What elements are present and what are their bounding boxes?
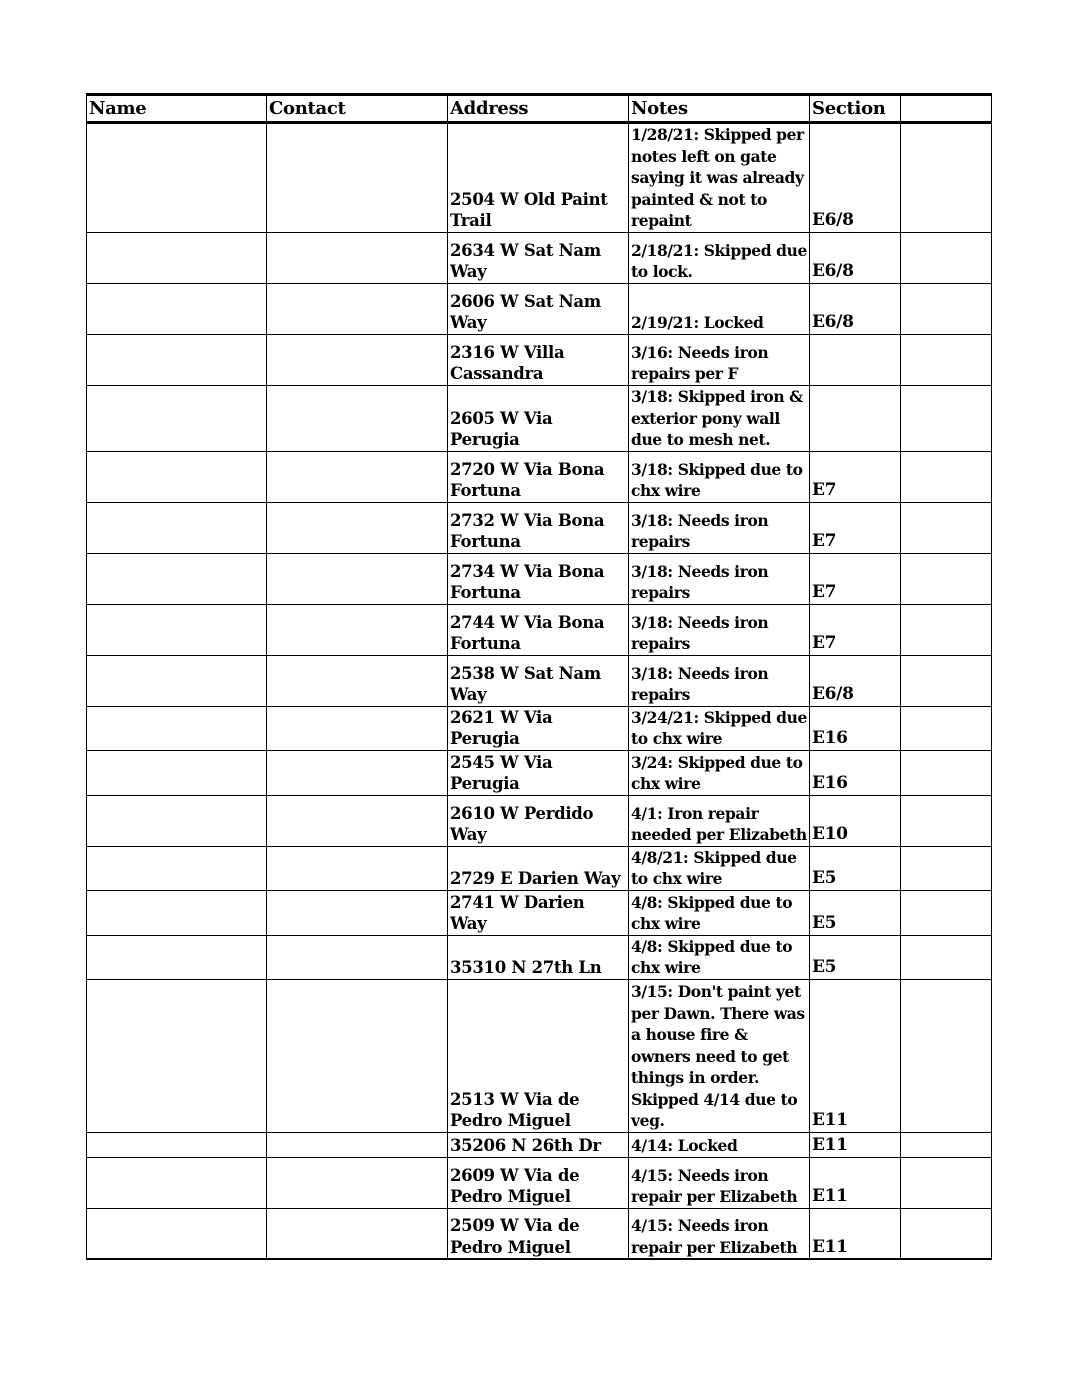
header-name: Name: [87, 95, 267, 123]
extra-cell: [901, 502, 992, 553]
notes-cell: 3/24/21: Skipped due to chx wire: [629, 706, 810, 750]
table-row: [87, 1157, 992, 1208]
header-notes: Notes: [629, 95, 810, 123]
contact-cell: [267, 655, 448, 706]
section-cell: E16: [810, 750, 901, 795]
address-cell: 2538 W Sat Nam Way: [448, 655, 629, 706]
contact-cell: [267, 123, 448, 233]
extra-cell: [901, 795, 992, 846]
extra-cell: [901, 846, 992, 890]
name-cell: [87, 385, 267, 451]
table-row: [87, 795, 992, 846]
notes-cell: 3/18: Skipped iron & exterior pony wall due to mesh net.: [629, 385, 810, 451]
contact-cell: [267, 935, 448, 979]
address-cell: 2610 W Perdido Way: [448, 795, 629, 846]
address-cell: 2621 W Via Perugia: [448, 706, 629, 750]
table-row: [87, 846, 992, 890]
address-cell: 2316 W Villa Cassandra: [448, 334, 629, 385]
contact-cell: [267, 553, 448, 604]
extra-cell: [901, 935, 992, 979]
header-section: Section: [810, 95, 901, 123]
extra-cell: [901, 123, 992, 233]
address-cell: 2734 W Via Bona Fortuna: [448, 553, 629, 604]
notes-cell: 3/18: Needs iron repairs: [629, 553, 810, 604]
table-row: [87, 750, 992, 795]
section-cell: E10: [810, 795, 901, 846]
header-row: [87, 95, 992, 123]
contact-cell: [267, 750, 448, 795]
section-cell: E6/8: [810, 232, 901, 283]
section-cell: E16: [810, 706, 901, 750]
name-cell: [87, 283, 267, 334]
name-cell: [87, 553, 267, 604]
name-cell: [87, 795, 267, 846]
section-cell: E11: [810, 1132, 901, 1157]
table-row: [87, 655, 992, 706]
section-cell: [810, 385, 901, 451]
header-address: Address: [448, 95, 629, 123]
contact-cell: [267, 451, 448, 502]
contact-cell: [267, 1208, 448, 1259]
table-body: [87, 123, 992, 1260]
notes-cell: 3/15: Don't paint yet per Dawn. There was a house fire & owners need to get things in order. Skipped 4/14 due to veg.: [629, 979, 810, 1132]
address-cell: 2720 W Via Bona Fortuna: [448, 451, 629, 502]
contact-cell: [267, 385, 448, 451]
table-row: [87, 334, 992, 385]
notes-cell: 3/16: Needs iron repairs per F: [629, 334, 810, 385]
name-cell: [87, 334, 267, 385]
address-cell: 2741 W Darien Way: [448, 890, 629, 935]
notes-cell: 4/8: Skipped due to chx wire: [629, 890, 810, 935]
section-cell: E5: [810, 935, 901, 979]
address-cell: 2744 W Via Bona Fortuna: [448, 604, 629, 655]
table-row: [87, 890, 992, 935]
address-cell: 2609 W Via de Pedro Miguel: [448, 1157, 629, 1208]
section-cell: [810, 334, 901, 385]
contact-cell: [267, 604, 448, 655]
section-cell: E6/8: [810, 123, 901, 233]
address-cell: 35310 N 27th Ln: [448, 935, 629, 979]
contact-cell: [267, 334, 448, 385]
section-cell: E11: [810, 1157, 901, 1208]
table-row: [87, 451, 992, 502]
name-cell: [87, 604, 267, 655]
name-cell: [87, 979, 267, 1132]
name-cell: [87, 123, 267, 233]
notes-cell: 2/19/21: Locked: [629, 283, 810, 334]
section-cell: E7: [810, 604, 901, 655]
address-cell: 2634 W Sat Nam Way: [448, 232, 629, 283]
address-cell: 2504 W Old Paint Trail: [448, 123, 629, 233]
table-row: [87, 604, 992, 655]
header-contact: Contact: [267, 95, 448, 123]
notes-cell: 3/18: Needs iron repairs: [629, 604, 810, 655]
name-cell: [87, 890, 267, 935]
notes-cell: 4/15: Needs iron repair per Elizabeth: [629, 1208, 810, 1259]
section-cell: E11: [810, 1208, 901, 1259]
notes-cell: 4/14: Locked: [629, 1132, 810, 1157]
contact-cell: [267, 502, 448, 553]
name-cell: [87, 1208, 267, 1259]
section-cell: E7: [810, 502, 901, 553]
contact-cell: [267, 890, 448, 935]
name-cell: [87, 232, 267, 283]
table-row: [87, 1132, 992, 1157]
table-row: [87, 283, 992, 334]
extra-cell: [901, 979, 992, 1132]
table-row: [87, 232, 992, 283]
name-cell: [87, 1157, 267, 1208]
section-cell: E5: [810, 890, 901, 935]
contact-cell: [267, 232, 448, 283]
table-row: [87, 502, 992, 553]
notes-cell: 4/15: Needs iron repair per Elizabeth: [629, 1157, 810, 1208]
extra-cell: [901, 706, 992, 750]
table-row: [87, 553, 992, 604]
section-cell: E11: [810, 979, 901, 1132]
notes-cell: 1/28/21: Skipped per notes left on gate saying it was already painted & not to repaint: [629, 123, 810, 233]
address-cell: 35206 N 26th Dr: [448, 1132, 629, 1157]
extra-cell: [901, 655, 992, 706]
table-row: [87, 1208, 992, 1259]
address-cell: 2513 W Via de Pedro Miguel: [448, 979, 629, 1132]
contact-cell: [267, 846, 448, 890]
table-row: [87, 979, 992, 1132]
address-cell: 2545 W Via Perugia: [448, 750, 629, 795]
contact-cell: [267, 283, 448, 334]
contact-cell: [267, 1132, 448, 1157]
section-cell: E6/8: [810, 283, 901, 334]
notes-table: [86, 93, 992, 1260]
contact-cell: [267, 795, 448, 846]
notes-cell: 4/1: Iron repair needed per Elizabeth: [629, 795, 810, 846]
extra-cell: [901, 451, 992, 502]
notes-cell: 4/8/21: Skipped due to chx wire: [629, 846, 810, 890]
notes-cell: 3/18: Needs iron repairs: [629, 502, 810, 553]
section-cell: E5: [810, 846, 901, 890]
extra-cell: [901, 604, 992, 655]
name-cell: [87, 935, 267, 979]
name-cell: [87, 655, 267, 706]
extra-cell: [901, 890, 992, 935]
extra-cell: [901, 553, 992, 604]
table-row: [87, 935, 992, 979]
notes-cell: 3/24: Skipped due to chx wire: [629, 750, 810, 795]
extra-cell: [901, 283, 992, 334]
table-row: [87, 706, 992, 750]
address-cell: 2509 W Via de Pedro Miguel: [448, 1208, 629, 1259]
extra-cell: [901, 1132, 992, 1157]
contact-cell: [267, 979, 448, 1132]
address-cell: 2729 E Darien Way: [448, 846, 629, 890]
extra-cell: [901, 334, 992, 385]
name-cell: [87, 502, 267, 553]
table-row: [87, 123, 992, 233]
notes-cell: 4/8: Skipped due to chx wire: [629, 935, 810, 979]
name-cell: [87, 451, 267, 502]
address-cell: 2605 W Via Perugia: [448, 385, 629, 451]
name-cell: [87, 706, 267, 750]
section-cell: E7: [810, 451, 901, 502]
table-row: [87, 385, 992, 451]
notes-cell: 3/18: Needs iron repairs: [629, 655, 810, 706]
header-blank: [901, 95, 992, 123]
extra-cell: [901, 232, 992, 283]
section-cell: E6/8: [810, 655, 901, 706]
extra-cell: [901, 1208, 992, 1259]
section-cell: E7: [810, 553, 901, 604]
contact-cell: [267, 706, 448, 750]
name-cell: [87, 750, 267, 795]
notes-cell: 2/18/21: Skipped due to lock.: [629, 232, 810, 283]
extra-cell: [901, 1157, 992, 1208]
notes-cell: 3/18: Skipped due to chx wire: [629, 451, 810, 502]
address-cell: 2606 W Sat Nam Way: [448, 283, 629, 334]
name-cell: [87, 1132, 267, 1157]
address-cell: 2732 W Via Bona Fortuna: [448, 502, 629, 553]
extra-cell: [901, 750, 992, 795]
contact-cell: [267, 1157, 448, 1208]
name-cell: [87, 846, 267, 890]
extra-cell: [901, 385, 992, 451]
